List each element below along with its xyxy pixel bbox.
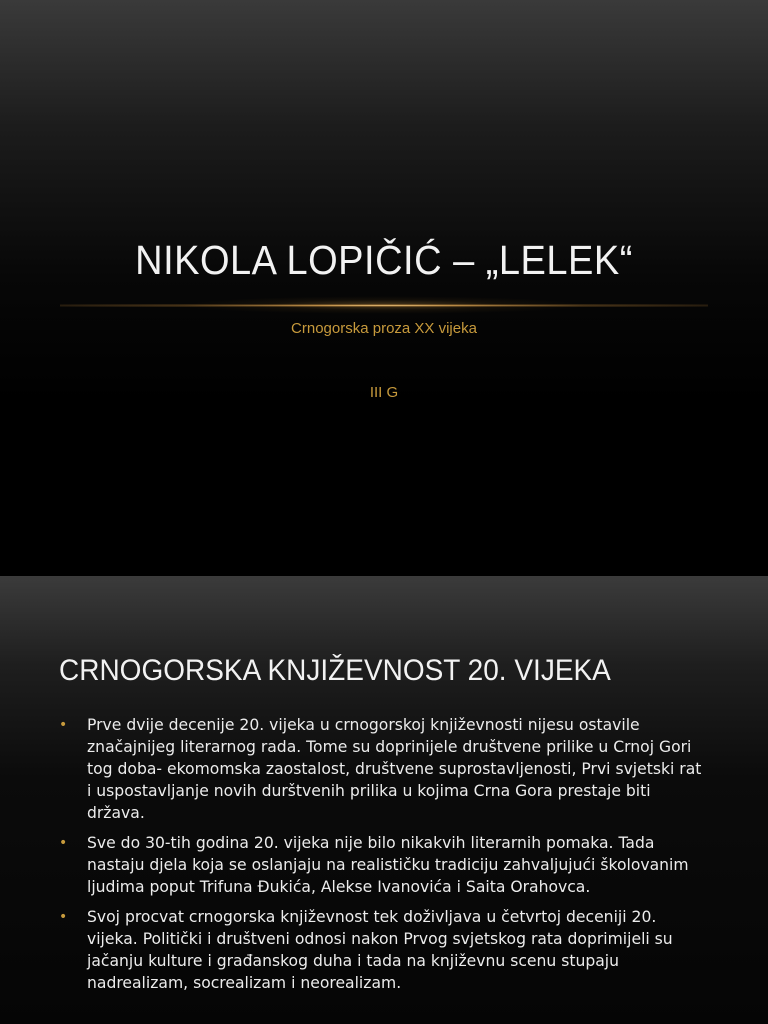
bullet-list xyxy=(59,714,709,1002)
bullet-marker-icon: • xyxy=(59,909,68,925)
bullet-marker-icon: • xyxy=(59,835,68,851)
bullet-item xyxy=(59,906,709,994)
bullet-item xyxy=(59,714,709,824)
title-glow-divider xyxy=(60,304,708,307)
class-label: III G xyxy=(369,384,399,401)
content-heading: CRNOGORSKA KNJIŽEVNOST 20. VIJEKA xyxy=(59,654,611,687)
slide-title: NIKOLA LOPIČIĆ – „LELEK“ xyxy=(135,238,633,284)
bullet-item xyxy=(59,832,709,898)
bullet-marker-icon: • xyxy=(59,717,68,733)
content-slide xyxy=(0,576,768,1024)
bullet-text: Prve dvije decenije 20. vijeka u crnogorskoj književnosti nijesu ostavile značajnijeg literarnog rada. Tome su doprinijele društvene prilike u Crnoj Gori tog doba- ekomomska zaostalost, društvene suprostavljenosti, Prvi svjetski rat i uspostavljanje novih durštvenih prilika u kojima Crna Gora prestaje biti država. xyxy=(87,716,702,822)
slide-subtitle: Crnogorska proza XX vijeka xyxy=(291,320,477,337)
bullet-text: Svoj procvat crnogorska književnost tek doživljava u četvrtoj deceniji 20. vijeka. Politički i društveni odnosi nakon Prvog svjetskog rata doprimijeli su jačanju kulture i građanskog duha i tada na književnu scenu stupaju nadrealizam, socrealizam i neorealizam. xyxy=(87,908,673,992)
bullet-text: Sve do 30-tih godina 20. vijeka nije bilo nikakvih literarnih pomaka. Tada nastaju djela koja se oslanjaju na realističku tradiciju zahvaljujući školovanim ljudima poput Trifuna Đukića, Alekse Ivanovića i Saita Orahovca. xyxy=(87,834,689,896)
